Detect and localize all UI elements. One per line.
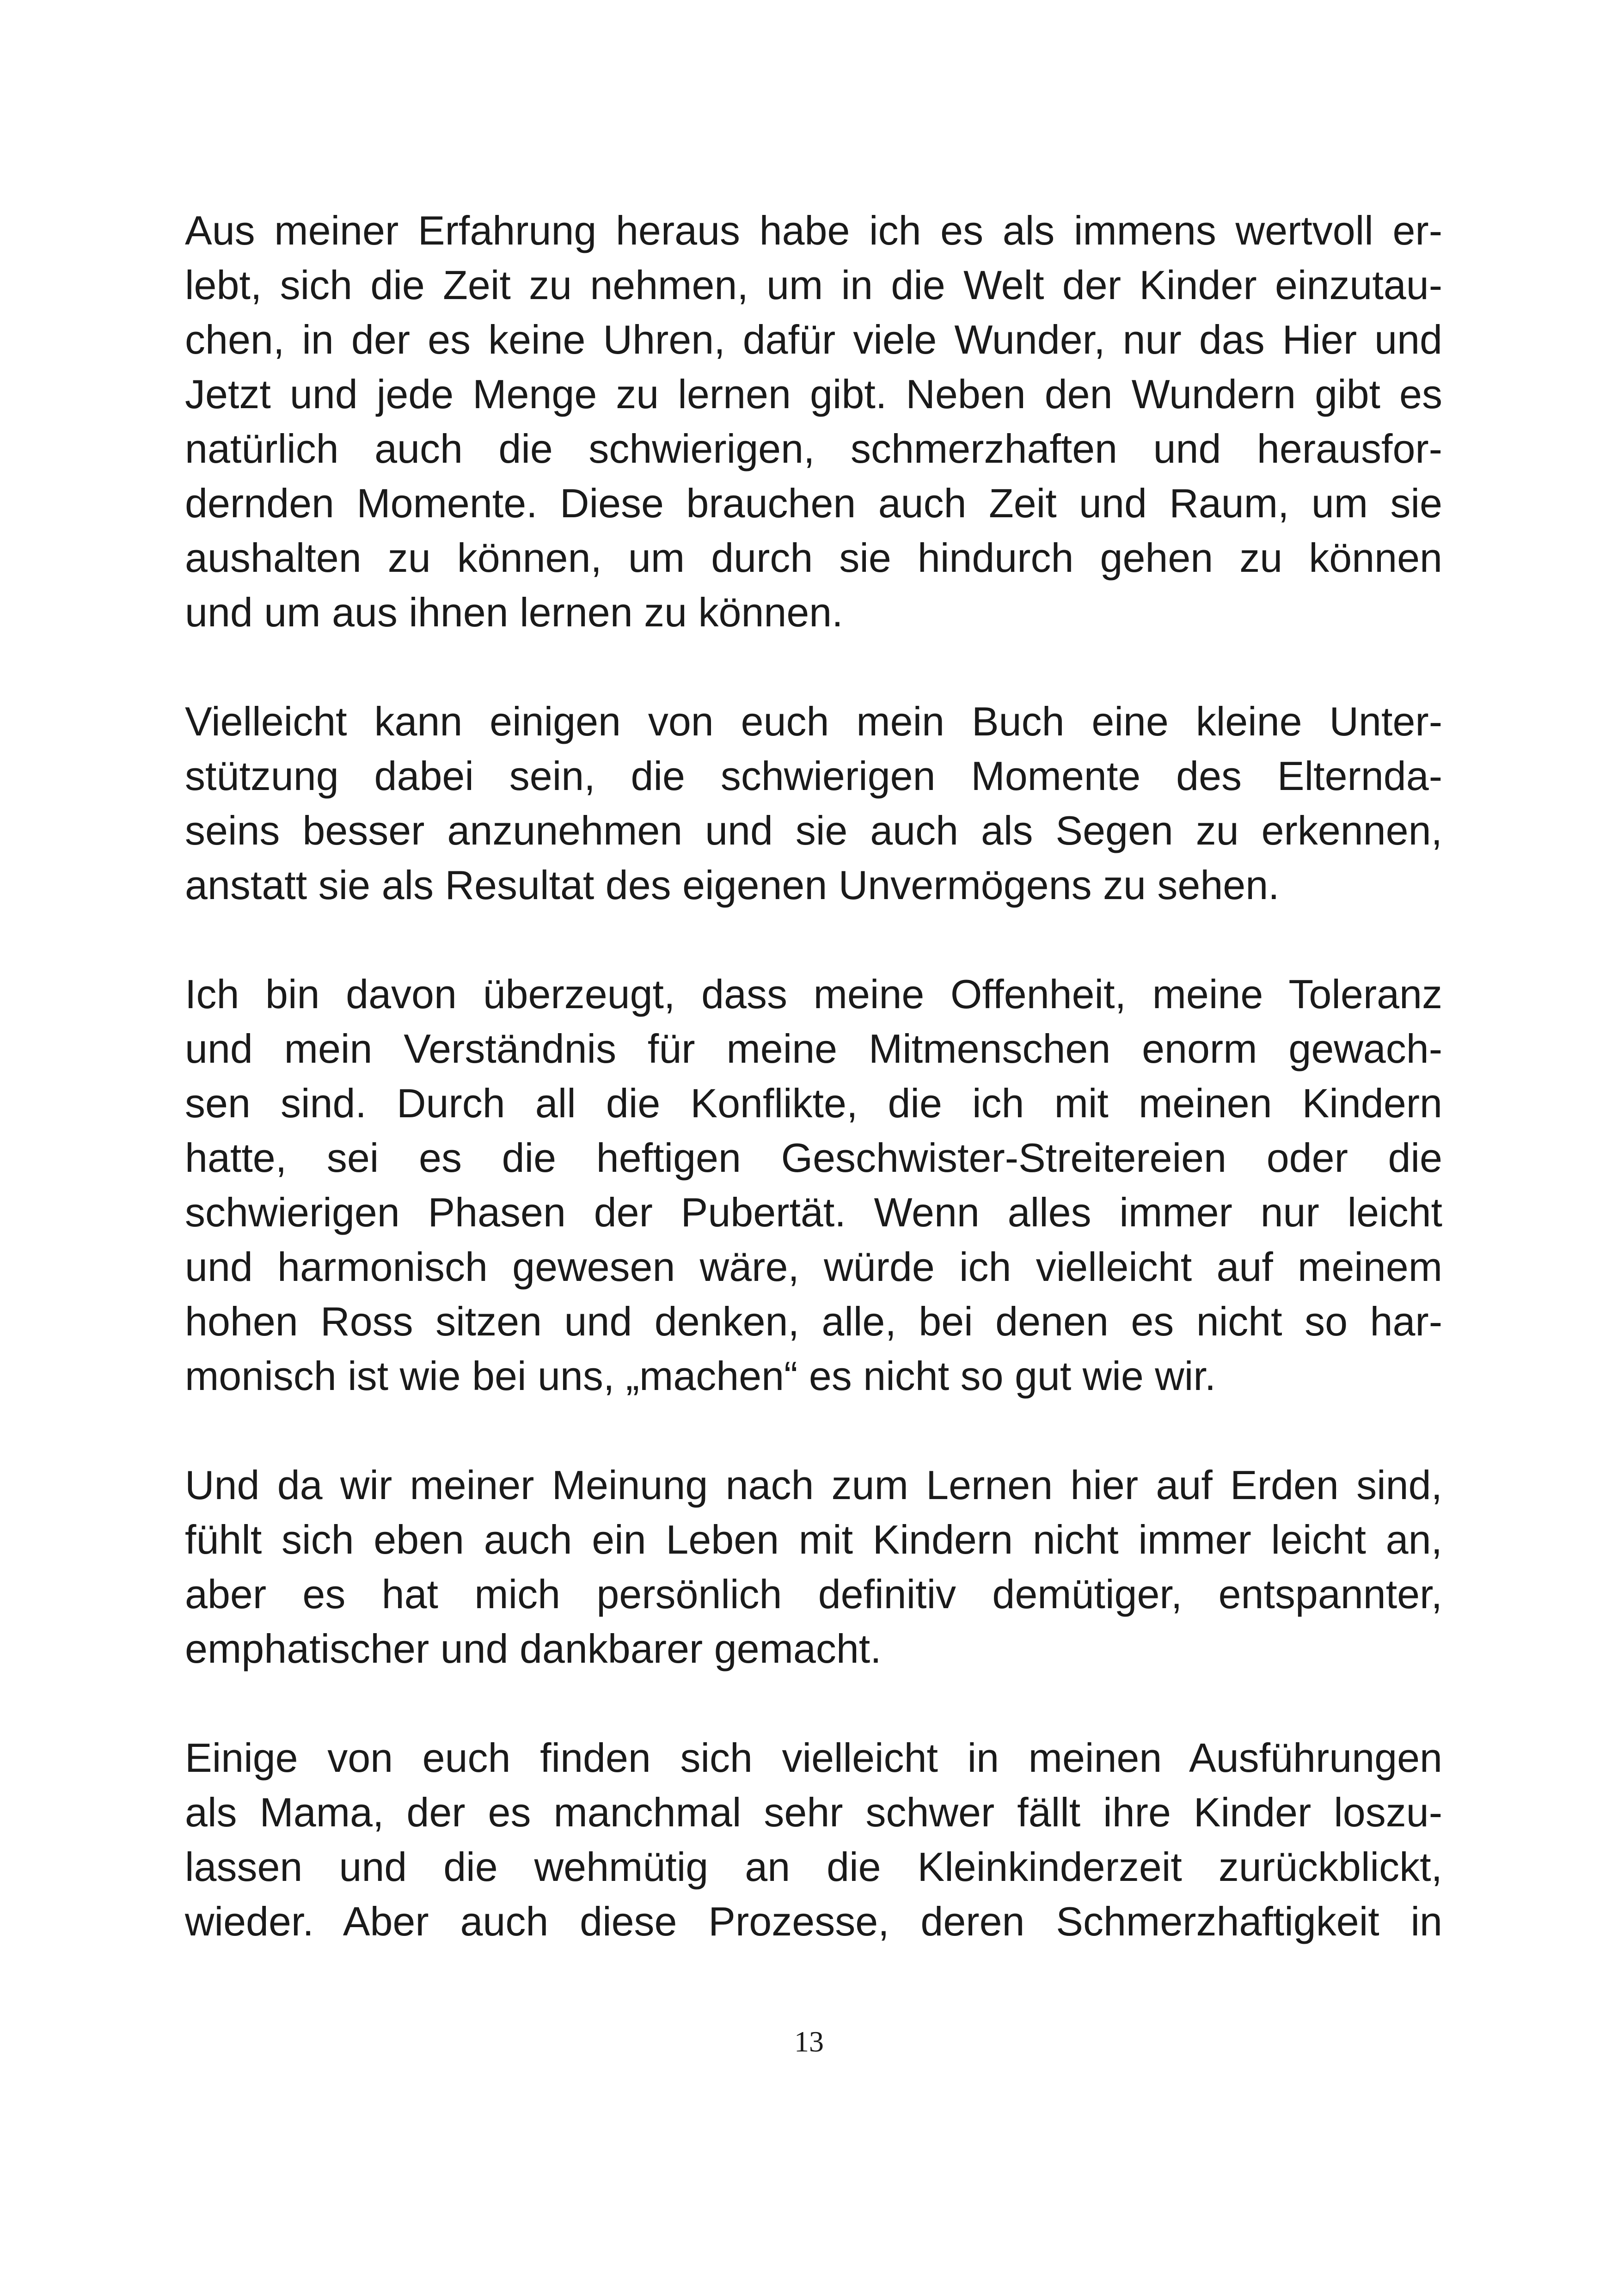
text-line: schwierigen Phasen der Pubertät. Wenn alles immer nur leicht <box>185 1189 1442 1235</box>
paragraph <box>185 203 1442 640</box>
text-line: Und da wir meiner Meinung nach zum Lernen hier auf Erden sind, <box>185 1462 1442 1508</box>
paragraph-gap <box>185 1676 1442 1731</box>
paragraph <box>185 1458 1442 1676</box>
text-line: Jetzt und jede Menge zu lernen gibt. Neben den Wundern gibt es <box>185 371 1442 417</box>
text-line: lebt, sich die Zeit zu nehmen, um in die Welt der Kinder einzutau- <box>185 262 1442 308</box>
text-line: lassen und die wehmütig an die Kleinkinderzeit zurückblickt, <box>185 1844 1442 1890</box>
text-line: als Mama, der es manchmal sehr schwer fällt ihre Kinder loszu- <box>185 1789 1442 1835</box>
text-line: aber es hat mich persönlich definitiv demütiger, entspannter, <box>185 1571 1442 1617</box>
text-line: chen, in der es keine Uhren, dafür viele Wunder, nur das Hier und <box>185 317 1442 362</box>
text-line: und um aus ihnen lernen zu können. <box>185 589 843 635</box>
body-text <box>185 203 1442 1949</box>
text-line: und harmonisch gewesen wäre, würde ich vielleicht auf meinem <box>185 1244 1442 1290</box>
text-line: dernden Momente. Diese brauchen auch Zeit und Raum, um sie <box>185 480 1442 526</box>
text-line: hatte, sei es die heftigen Geschwister-Streitereien oder die <box>185 1135 1442 1181</box>
text-line: monisch ist wie bei uns, „machen“ es nicht so gut wie wir. <box>185 1353 1216 1399</box>
text-line: sen sind. Durch all die Konflikte, die ich mit meinen Kindern <box>185 1080 1442 1126</box>
paragraph <box>185 1731 1442 1949</box>
text-line: fühlt sich eben auch ein Leben mit Kindern nicht immer leicht an, <box>185 1517 1442 1562</box>
text-line: anstatt sie als Resultat des eigenen Unvermögens zu sehen. <box>185 862 1280 908</box>
text-line: emphatischer und dankbarer gemacht. <box>185 1626 882 1671</box>
paragraph <box>185 694 1442 912</box>
text-line: natürlich auch die schwierigen, schmerzhaften und herausfor- <box>185 426 1442 471</box>
text-line: Aus meiner Erfahrung heraus habe ich es als immens wertvoll er- <box>185 208 1442 253</box>
text-line: hohen Ross sitzen und denken, alle, bei denen es nicht so har- <box>185 1298 1442 1344</box>
text-line: aushalten zu können, um durch sie hindurch gehen zu können <box>185 535 1442 581</box>
page-number: 13 <box>794 2025 824 2058</box>
paragraph <box>185 967 1442 1403</box>
text-line: stützung dabei sein, die schwierigen Momente des Elternda- <box>185 753 1442 799</box>
text-line: Einige von euch finden sich vielleicht in meinen Ausführungen <box>185 1735 1442 1781</box>
paragraph-gap <box>185 640 1442 694</box>
text-line: und mein Verständnis für meine Mitmenschen enorm gewach- <box>185 1026 1442 1071</box>
text-line: Ich bin davon überzeugt, dass meine Offenheit, meine Toleranz <box>185 971 1442 1017</box>
text-line: seins besser anzunehmen und sie auch als Segen zu erkennen, <box>185 808 1442 853</box>
paragraph-gap <box>185 912 1442 967</box>
text-line: Vielleicht kann einigen von euch mein Buch eine kleine Unter- <box>185 698 1442 744</box>
text-line: wieder. Aber auch diese Prozesse, deren Schmerzhaftigkeit in <box>185 1898 1442 1944</box>
paragraph-gap <box>185 1403 1442 1458</box>
